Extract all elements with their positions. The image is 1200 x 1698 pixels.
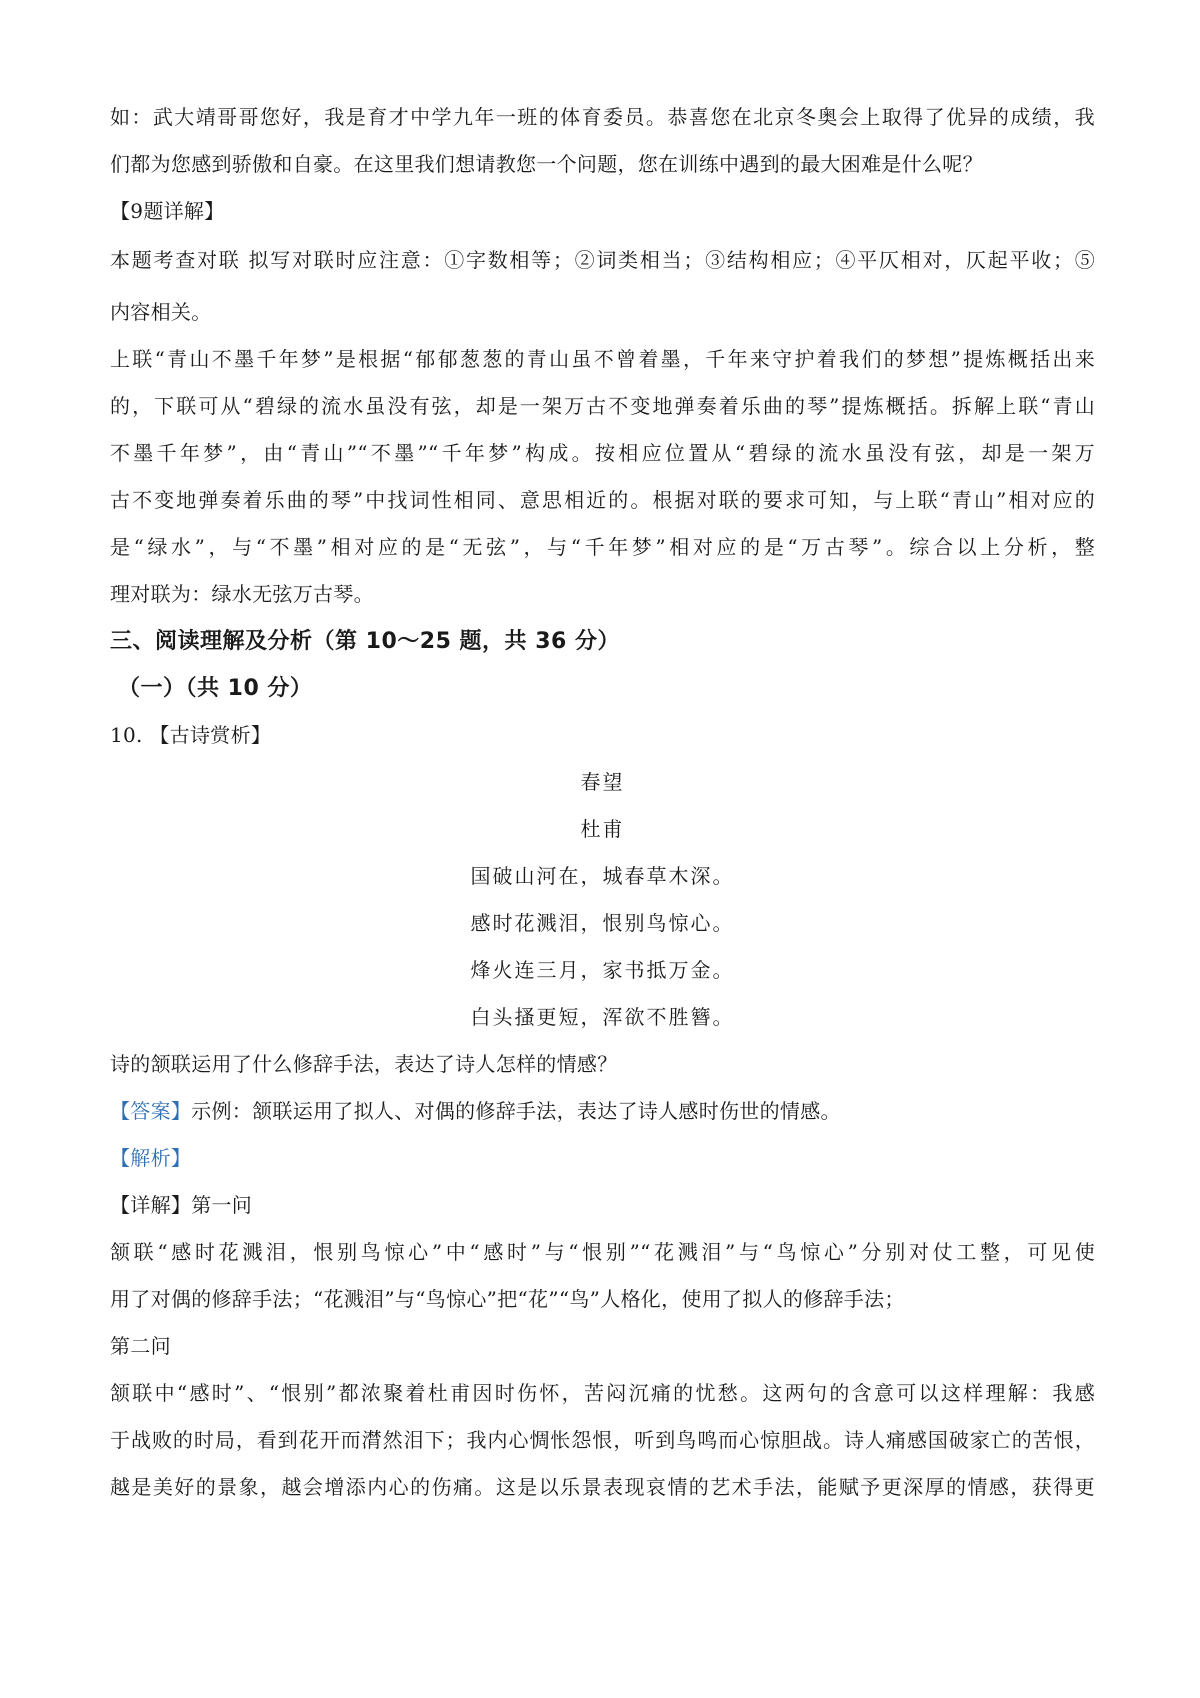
poem-line-3: 烽火连三月，家书抵万金。 bbox=[470, 958, 735, 982]
intro-line-1: 如：武大靖哥哥您好，我是育才中学九年一班的体育委员。恭喜您在北京冬奥会上取得了优异的成绩，我 bbox=[110, 105, 1095, 129]
intro-line-2: 们都为您感到骄傲和自豪。在这里我们想请教您一个问题，您在训练中遇到的最大困难是什么呢？ bbox=[110, 152, 983, 176]
q10-question: 诗的颔联运用了什么修辞手法，表达了诗人怎样的情感？ bbox=[110, 1052, 618, 1076]
q9-explain-line-1: 本题考查对联 拟写对联时应注意：①字数相等；②词类相当；③结构相应；④平仄相对，仄起平收；⑤ bbox=[110, 248, 1095, 272]
poem-line-2: 感时花溅泪，恨别鸟惊心。 bbox=[470, 911, 735, 935]
q10-heading: 10. 【古诗赏析】 bbox=[110, 723, 272, 747]
second-analysis-line-3: 越是美好的景象，越会增添内心的伤痛。这是以乐景表现哀情的艺术手法，能赋予更深厚的情感，获得更 bbox=[110, 1475, 1095, 1499]
part-1-heading: （一）（共 10 分） bbox=[118, 676, 313, 701]
second-analysis-line-2: 于战败的时局，看到花开而潸然泪下；我内心惆怅怨恨，听到鸟鸣而心惊胆战。诗人痛感国破家亡的苦恨， bbox=[110, 1428, 1095, 1452]
q9-heading: 【9题详解】 bbox=[110, 199, 225, 223]
q9-analysis-line-4: 古不变地弹奏着乐曲的琴”中找词性相同、意思相近的。根据对联的要求可知，与上联“青山”相对应的 bbox=[110, 488, 1095, 512]
poem-line-1: 国破山河在，城春草木深。 bbox=[470, 864, 735, 888]
document-content bbox=[110, 94, 1095, 1511]
poem-line-4: 白头搔更短，浑欲不胜簪。 bbox=[470, 1005, 735, 1029]
q9-analysis-line-6: 理对联为：绿水无弦万古琴。 bbox=[110, 582, 374, 606]
second-analysis-line-1: 颔联中“感时”、“恨别”都浓聚着杜甫因时伤怀，苦闷沉痛的忧愁。这两句的含意可以这样理解：我感 bbox=[110, 1381, 1095, 1405]
answer-text: 示例：颔联运用了拟人、对偶的修辞手法，表达了诗人感时伤世的情感。 bbox=[191, 1099, 841, 1123]
first-analysis-line-1: 颔联“感时花溅泪，恨别鸟惊心”中“感时”与“恨别”“花溅泪”与“鸟惊心”分别对仗工整，可见使 bbox=[110, 1240, 1095, 1264]
q9-analysis-line-2: 的，下联可从“碧绿的流水虽没有弦，却是一架万古不变地弹奏着乐曲的琴”提炼概括。拆解上联“青山 bbox=[110, 394, 1095, 418]
section-3-heading: 三、阅读理解及分析（第 10～25 题，共 36 分） bbox=[110, 629, 620, 654]
poem-title: 春望 bbox=[580, 770, 625, 794]
poem-author: 杜甫 bbox=[580, 817, 625, 841]
second-question-label: 第二问 bbox=[110, 1334, 171, 1358]
q9-analysis-line-3: 不墨千年梦”，由“青山”“不墨”“千年梦”构成。按相应位置从“碧绿的流水虽没有弦，却是一架万 bbox=[110, 441, 1095, 465]
first-analysis-line-2: 用了对偶的修辞手法；“花溅泪”与“鸟惊心”把“花”“鸟”人格化，使用了拟人的修辞手法； bbox=[110, 1287, 905, 1311]
analysis-label: 【解析】 bbox=[110, 1146, 192, 1170]
detail-label: 【详解】第一问 bbox=[110, 1193, 253, 1217]
q9-analysis-line-5: 是“绿水”，与“不墨”相对应的是“无弦”，与“千年梦”相对应的是“万古琴”。综合以上分析，整 bbox=[110, 535, 1095, 559]
answer-line bbox=[110, 1088, 1095, 1135]
q9-analysis-line-1: 上联“青山不墨千年梦”是根据“郁郁葱葱的青山虽不曾着墨，千年来守护着我们的梦想”提炼概括出来 bbox=[110, 347, 1095, 371]
answer-label: 【答案】 bbox=[110, 1099, 192, 1123]
q9-explain-line-2: 内容相关。 bbox=[110, 300, 212, 324]
